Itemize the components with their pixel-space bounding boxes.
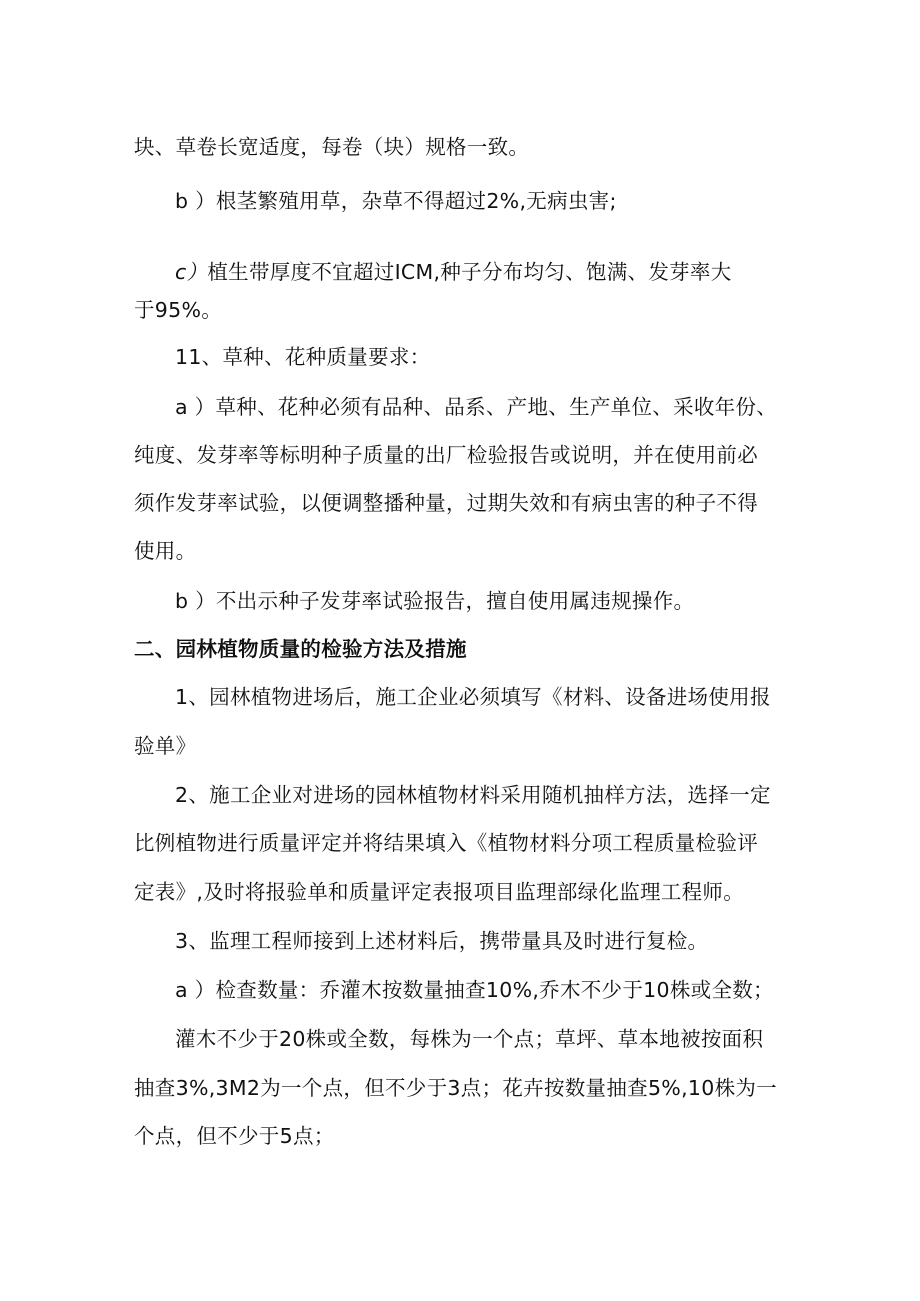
text-line: 个点，但不少于5点； [134,1124,335,1148]
text-line: 须作发芽率试验，以便调整播种量，过期失效和有病虫害的种子不得 [134,491,758,515]
text-line: 于95%。 [134,298,223,322]
text-line: 11、草种、花种质量要求： [175,345,431,369]
text-line: b ）不出示种子发芽率试验报告，擅自使用属违规操作。 [175,589,695,613]
text-line: 抽查3%,3M2为一个点，但不少于3点；花卉按数量抽查5%,10株为一 [134,1076,777,1100]
text-line: a ）检查数量：乔灌木按数量抽查10%,乔木不少于10株或全数； [175,978,774,1002]
text-line: b ）根茎繁殖用草，杂草不得超过2%,无病虫害; [175,189,617,213]
text-line: 灌木不少于20株或全数，每株为一个点；草坪、草本地被按面积 [175,1027,764,1051]
text-line: a ）草种、花种必须有品种、品系、产地、生产单位、采收年份、 [175,395,778,419]
text-line: 定表》,及时将报验单和质量评定表报项目监理部绿化监理工程师。 [134,880,745,904]
text-line: 1、园林植物进场后，施工企业必须填写《材料、设备进场使用报 [175,685,771,709]
text-span: 植生带厚度不宜超过ICM,种子分布均匀、饱满、发芽率大 [207,260,732,284]
text-line: 使用。 [134,539,197,563]
text-line: 3、监理工程师接到上述材料后，携带量具及时进行复检。 [175,929,709,953]
section-heading: 二、园林植物质量的检验方法及措施 [134,637,467,661]
text-line [0,257,920,287]
text-line: 纯度、发芽率等标明种子质量的出厂检验报告或说明，并在使用前必 [134,443,758,467]
list-marker: c） [175,260,208,284]
text-line: 2、施工企业对进场的园林植物材料采用随机抽样方法，选择一定 [175,783,771,807]
text-line: 块、草卷长宽适度，每卷（块）规格一致。 [134,135,530,159]
text-line: 验单》 [134,734,197,758]
text-line: 比例植物进行质量评定并将结果填入《植物材料分项工程质量检验评 [134,831,758,855]
